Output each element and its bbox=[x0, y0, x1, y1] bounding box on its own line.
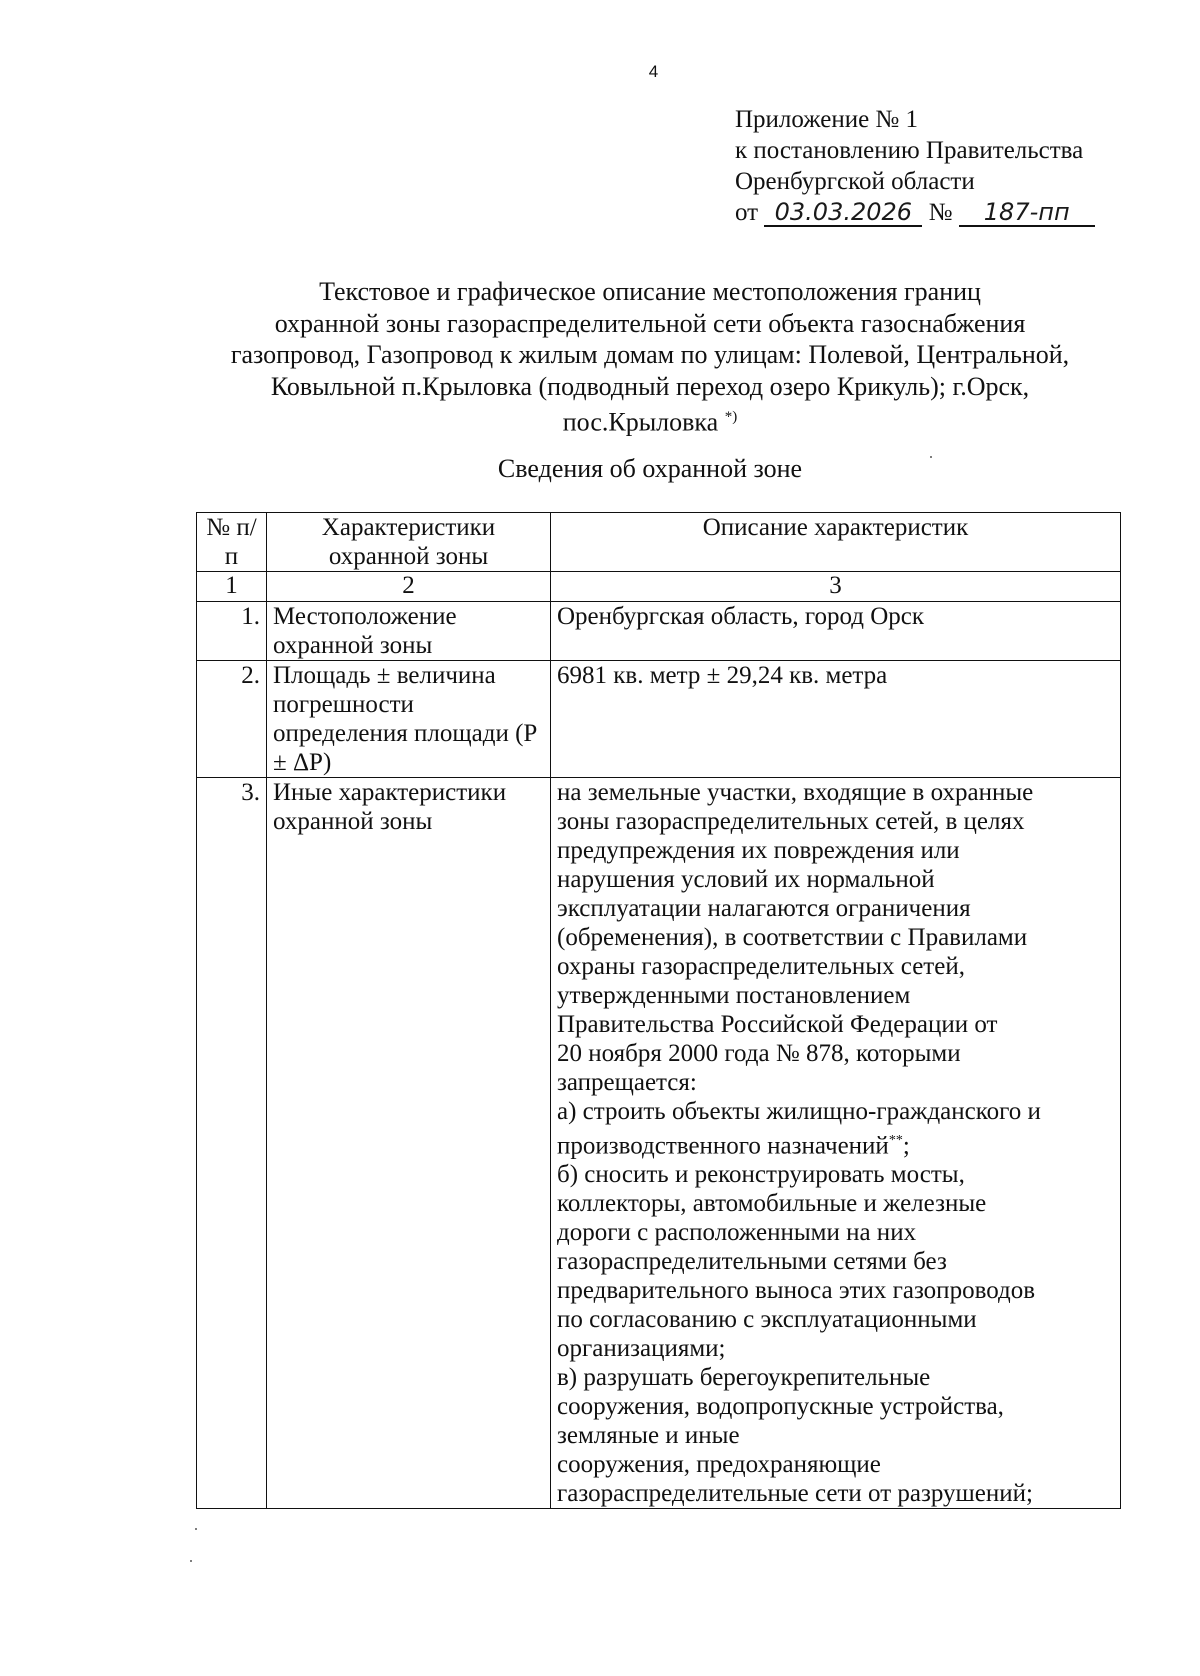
row-number: 1. bbox=[197, 602, 267, 661]
description-line: нарушения условий их нормальной bbox=[557, 866, 935, 893]
title-line-text: пос.Крыловка bbox=[562, 407, 719, 437]
scan-speck bbox=[930, 456, 932, 458]
description-line: организациями; bbox=[557, 1335, 726, 1363]
index-cell: 2 bbox=[267, 572, 551, 602]
table-header-row bbox=[197, 513, 1121, 572]
description-line: в) разрушать берегоукрепительные bbox=[557, 1364, 931, 1392]
header-description: Описание характеристик bbox=[551, 513, 1121, 572]
description-line: б) сносить и реконструировать мосты, bbox=[557, 1161, 965, 1189]
row-number: 2. bbox=[197, 661, 267, 778]
description-line: охраны газораспределительных сетей, bbox=[557, 953, 965, 980]
description-line: дороги с расположенными на них bbox=[557, 1219, 917, 1247]
description-line: утвержденными постановлением bbox=[557, 982, 911, 1009]
description-line: земляные и иные bbox=[557, 1422, 740, 1450]
appendix-date-line bbox=[735, 197, 1095, 228]
description-line: на земельные участки, входящие в охранные bbox=[557, 779, 1034, 806]
scan-speck bbox=[190, 1560, 192, 1562]
handwritten-date: 03.03.2026 bbox=[764, 199, 922, 227]
row-name: Иные характеристики охранной зоны bbox=[267, 778, 551, 1509]
description-line: а) строить объекты жилищно-гражданского и bbox=[557, 1098, 1041, 1125]
description-line: газораспределительными сетями без bbox=[557, 1248, 947, 1276]
row-name: Площадь ± величина погрешности определения площади (P ± ΔP) bbox=[267, 661, 551, 778]
table-row bbox=[197, 602, 1121, 661]
index-cell: 1 bbox=[197, 572, 267, 602]
description-line: газораспределительные сети от разрушений; bbox=[557, 1480, 1033, 1508]
description-line: сооружения, водопропускные устройства, bbox=[557, 1393, 1004, 1421]
description-line: эксплуатации налагаются ограничения bbox=[557, 895, 971, 922]
table-row bbox=[197, 778, 1121, 1509]
title-line: Ковыльной п.Крыловка (подводный переход озеро Крикуль); г.Орск, bbox=[270, 371, 1030, 401]
document-title bbox=[150, 276, 1150, 438]
description-line: коллекторы, автомобильные и железные bbox=[557, 1190, 987, 1218]
description-line: (обременения), в соответствии с Правилами bbox=[557, 924, 1028, 951]
description-line: 20 ноября 2000 года № 878, которыми bbox=[557, 1040, 961, 1067]
number-prefix: № bbox=[928, 199, 953, 226]
title-line: Текстовое и графическое описание местоположения границ bbox=[319, 277, 981, 306]
description-line: предупреждения их повреждения или bbox=[557, 837, 960, 864]
index-cell: 3 bbox=[551, 572, 1121, 602]
row-name: Местоположение охранной зоны bbox=[267, 602, 551, 661]
section-subtitle: Сведения об охранной зоне bbox=[497, 454, 803, 483]
footnote-mark: *) bbox=[724, 409, 738, 425]
row-number: 3. bbox=[197, 778, 267, 1509]
description-tail: ; bbox=[902, 1132, 910, 1160]
header-characteristics: Характеристики охранной зоны bbox=[267, 513, 551, 572]
zone-info-table bbox=[196, 512, 1121, 1509]
appendix-line-region: Оренбургской области bbox=[735, 168, 975, 195]
table-index-row bbox=[197, 572, 1121, 602]
table-row bbox=[197, 661, 1121, 778]
footnote-mark: ** bbox=[888, 1133, 903, 1148]
scan-speck bbox=[195, 1528, 197, 1530]
appendix-line-resolution: к постановлению Правительства bbox=[735, 137, 1084, 164]
description-line: сооружения, предохраняющие bbox=[557, 1451, 881, 1479]
title-line: газопровод, Газопровод к жилым домам по улицам: Полевой, Центральной, bbox=[230, 340, 1070, 369]
date-prefix: от bbox=[735, 199, 759, 226]
appendix-block bbox=[735, 104, 1095, 228]
row-value bbox=[551, 778, 1121, 1509]
description-line: по согласованию с эксплуатационными bbox=[557, 1306, 977, 1334]
description-text: производственного назначений bbox=[557, 1132, 889, 1160]
description-line: зоны газораспределительных сетей, в целях bbox=[557, 808, 1025, 835]
description-line: запрещается: bbox=[557, 1069, 697, 1096]
row-value: 6981 кв. метр ± 29,24 кв. метра bbox=[551, 661, 1121, 778]
description-line bbox=[557, 1126, 1114, 1160]
title-line bbox=[150, 402, 1150, 438]
appendix-title: Приложение № 1 bbox=[735, 106, 919, 133]
description-line: предварительного выноса этих газопроводов bbox=[557, 1277, 1036, 1305]
title-line: охранной зоны газораспределительной сети объекта газоснабжения bbox=[274, 308, 1026, 338]
header-number: № п/п bbox=[197, 513, 267, 572]
handwritten-number: 187-пп bbox=[959, 199, 1095, 227]
page-number: 4 bbox=[648, 62, 659, 81]
description-line: Правительства Российской Федерации от bbox=[557, 1011, 998, 1038]
row-value: Оренбургская область, город Орск bbox=[551, 602, 1121, 661]
